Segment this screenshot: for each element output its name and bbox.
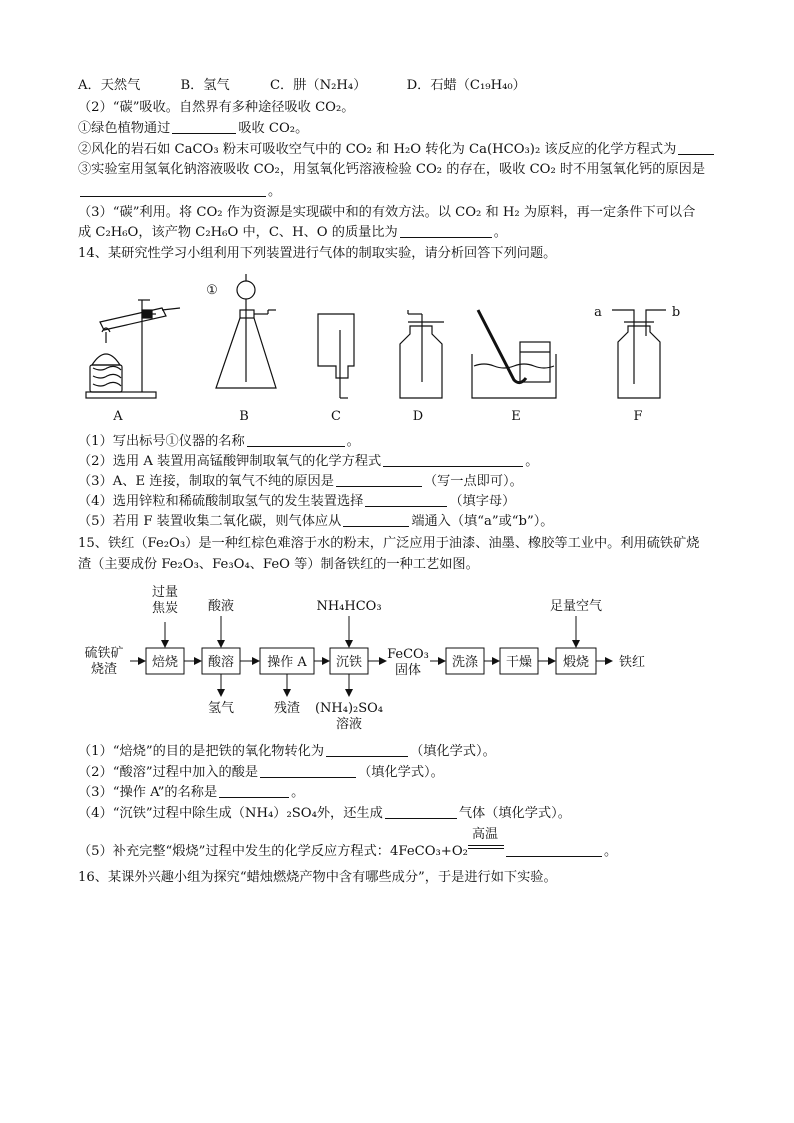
q13-part2-item2-text: ②风化的岩石如 CaCO₃ 粉末可吸收空气中的 CO₂ 和 H₂O 转化为 Ca(HCO₃)₂ 该反应的化学方程式为 [78, 142, 677, 157]
q13-part2-item1-end: 吸收 CO₂。 [238, 121, 309, 136]
step-dry: 干燥 [505, 655, 533, 670]
label-b: B [239, 409, 249, 424]
apparatus-e [472, 310, 556, 398]
answer-blank[interactable] [506, 842, 602, 857]
q13-part3-end: 。 [493, 225, 507, 240]
q13-part3-line1: （3）“碳”利用。将 CO₂ 作为资源是实现碳中和的有效方法。以 CO₂ 和 H₂ 为原料，再一定条件下可以合 [78, 205, 696, 220]
q16-title: 16、某课外兴趣小组为探究“蜡烛燃烧产物中含有哪些成分”，于是进行如下实验。 [78, 870, 557, 885]
q14-sub4-end: （填字母） [449, 494, 516, 509]
q14-title: 14、某研究性学习小组利用下列装置进行气体的制取实验，请分析回答下列问题。 [78, 246, 557, 261]
q13-part2-item2 [78, 140, 716, 160]
q14-sub3 [78, 472, 523, 492]
condition-line-bottom [468, 848, 504, 849]
apparatus-figure [78, 270, 718, 430]
apparatus-c [318, 314, 354, 398]
q14-sub2-text: （2）选用 A 装置用高锰酸钾制取氧气的化学方程式 [78, 454, 382, 469]
q15-sub4-end: 气体（填化学式）。 [458, 806, 571, 821]
q13-options [78, 76, 562, 96]
q14-sub1-end: 。 [346, 434, 360, 449]
input-nh4hco3: NH₄HCO₃ [316, 599, 382, 614]
input-coke-line2: 焦炭 [151, 601, 179, 616]
label-f: F [633, 409, 643, 424]
apparatus-f [612, 310, 666, 398]
q15-sub5 [78, 827, 618, 862]
step-acid-dissolve: 酸溶 [207, 655, 235, 670]
answer-blank[interactable] [343, 512, 409, 527]
output-sulfate-line1: (NH₄)₂SO₄ [314, 701, 384, 716]
step-roast: 焙烧 [151, 655, 179, 670]
q13-part2-item1-text: ①绿色植物通过 [78, 121, 171, 136]
label-a: A [113, 409, 123, 424]
answer-blank[interactable] [219, 783, 289, 798]
answer-blank[interactable] [80, 182, 266, 197]
q13-part3-line2 [78, 223, 507, 243]
answer-blank[interactable] [385, 804, 457, 819]
apparatus-a [86, 300, 180, 398]
q15-sub5-text: （5）补充完整“煅烧”过程中发生的化学反应方程式：4FeCO₃+O₂ [78, 844, 468, 859]
intermediate-feco3-line2: 固体 [394, 663, 422, 678]
answer-blank[interactable] [326, 742, 408, 757]
step-calcine: 煅烧 [562, 655, 590, 670]
q15-sub2 [78, 763, 444, 783]
q15-sub4-text: （4）“沉铁”过程中除生成（NH₄）₂SO₄外，还生成 [78, 806, 383, 821]
label-c: C [331, 409, 341, 424]
answer-blank[interactable] [400, 223, 492, 238]
input-ore-line1: 硫铁矿 [84, 646, 124, 661]
option-a: A．天然气 [78, 78, 141, 93]
q14-sub5-text: （5）若用 F 装置收集二氧化碳，则气体应从 [78, 514, 342, 529]
port-a: a [594, 305, 602, 320]
output-residue: 残渣 [273, 701, 301, 716]
process-flowchart [78, 582, 718, 742]
q14-sub5 [78, 512, 553, 532]
port-b: b [671, 305, 681, 320]
product-iron-red: 铁红 [618, 655, 646, 670]
q15-title-line2: 渣（主要成份 Fe₂O₃、Fe₃O₄、FeO 等）制备铁红的一种工艺如图。 [78, 557, 479, 572]
q13-part3-text: 成 C₂H₆O，该产物 C₂H₆O 中，C、H、O 的质量比为 [78, 225, 398, 240]
apparatus-b [216, 274, 276, 388]
step-wash: 洗涤 [451, 655, 479, 670]
q13-part2-item3: ③实验室用氢氧化钠溶液吸收 CO₂，用氢氧化钙溶液检验 CO₂ 的存在，吸收 CO₂ 时不用氢氧化钙的原因是 [78, 162, 706, 177]
answer-blank[interactable] [247, 432, 345, 447]
input-coke-line1: 过量 [151, 585, 179, 600]
marker-1: ① [206, 283, 218, 298]
input-acid: 酸液 [207, 599, 235, 614]
answer-blank[interactable] [172, 119, 236, 134]
condition-line-top [468, 845, 504, 846]
q15-sub4 [78, 804, 571, 824]
q15-title-line1: 15、铁红（Fe₂O₃）是一种红棕色难溶于水的粉末，广泛应用于油漆、油墨、橡胶等工业中。利用硫铁矿烧 [78, 536, 700, 551]
q14-sub2 [78, 452, 538, 472]
option-b: B．氢气 [180, 78, 230, 93]
q13-part2-item3-cont [78, 182, 281, 202]
input-ore-line2: 烧渣 [90, 662, 118, 677]
q15-sub1 [78, 742, 496, 762]
q14-sub3-text: （3）A、E 连接，制取的氧气不纯的原因是 [78, 474, 334, 489]
apparatus-d [400, 310, 444, 398]
output-sulfate-line2: 溶液 [335, 717, 363, 732]
label-e: E [511, 409, 521, 424]
option-d: D．石蜡（C₁₉H₄₀） [406, 78, 526, 93]
label-d: D [412, 409, 424, 424]
q13-part2-intro: （2）“碳”吸收。自然界有多种途径吸收 CO₂。 [78, 100, 355, 115]
q15-sub1-text: （1）“焙烧”的目的是把铁的氧化物转化为 [78, 744, 325, 759]
option-c: C．肼（N₂H₄） [269, 78, 367, 93]
answer-blank[interactable] [678, 140, 714, 155]
answer-blank[interactable] [260, 763, 356, 778]
q14-sub2-end: 。 [525, 454, 539, 469]
q15-sub3-text: （3）“操作 A”的名称是 [78, 785, 218, 800]
q14-sub5-end: 端通入（填“a”或“b”）。 [411, 514, 554, 529]
q14-sub1 [78, 432, 360, 452]
q13-part2-item1 [78, 119, 308, 139]
step-precipitate-iron: 沉铁 [335, 655, 363, 670]
q15-sub3 [78, 783, 304, 803]
step-operation-a: 操作 A [267, 655, 307, 670]
answer-blank[interactable] [365, 492, 447, 507]
answer-blank[interactable] [383, 452, 523, 467]
reaction-condition [468, 827, 504, 857]
q14-sub4 [78, 492, 515, 512]
q15-sub5-end: 。 [603, 844, 618, 859]
q14-sub1-text: （1）写出标号①仪器的名称 [78, 434, 245, 449]
answer-blank[interactable] [336, 472, 422, 487]
q14-sub4-text: （4）选用锌粒和稀硫酸制取氢气的发生装置选择 [78, 494, 364, 509]
intermediate-feco3-line1: FeCO₃ [387, 647, 429, 662]
q15-sub2-text: （2）“酸溶”过程中加入的酸是 [78, 765, 259, 780]
q15-sub2-end: （填化学式）。 [358, 765, 444, 780]
q13-part2-item3-end: 。 [268, 184, 282, 199]
input-air: 足量空气 [549, 599, 603, 614]
q15-sub3-end: 。 [291, 785, 305, 800]
q15-sub1-end: （填化学式）。 [410, 744, 496, 759]
output-hydrogen: 氢气 [207, 701, 235, 716]
condition-high-temp: 高温 [471, 827, 498, 842]
q14-sub3-end: （写一点即可）。 [423, 474, 523, 489]
